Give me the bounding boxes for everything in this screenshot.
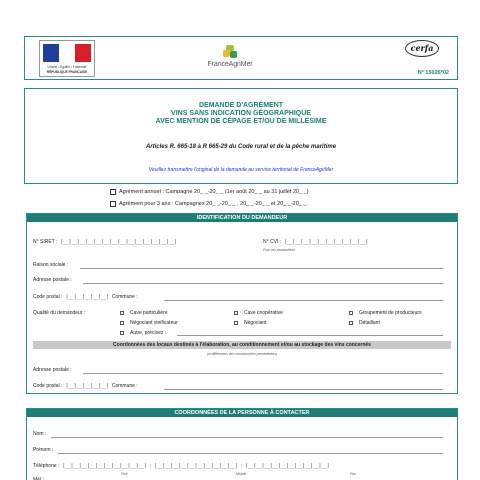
option-checkbox[interactable] xyxy=(120,321,124,325)
rf-name: RÉPUBLIQUE FRANÇAISE xyxy=(46,70,88,74)
cp-label: Code postal : xyxy=(33,294,63,300)
option-label: Négociant xyxy=(244,320,267,326)
three-years-label: Agrément pour 3 ans : Campagnes 20_ _-20_ _ , 20_ _-20_ _ et 20_ _-20_ _. xyxy=(119,201,308,207)
nom-input[interactable] xyxy=(51,437,443,438)
cvi-row xyxy=(263,239,368,245)
option-label: Cave coopérative xyxy=(244,310,283,316)
transmission-instruction: Veuillez transmettre l'original de la demande au service territorial de FranceAgriMer xyxy=(148,167,334,173)
adresse-row xyxy=(33,277,72,283)
locaux-heading: Coordonnées des locaux destinés à l'élaboration, au conditionnement et/ou au stockage des vins concernés xyxy=(33,341,451,349)
tel-fax-input[interactable]: |__|__|__|__|__|__|__|__|__|__| xyxy=(245,463,330,469)
tel-mobile-input[interactable]: |__|__|__|__|__|__|__|__|__|__| xyxy=(153,463,238,469)
contact-section xyxy=(26,408,458,480)
commune-input[interactable] xyxy=(164,300,443,301)
adresse2-label: Adresse postale : xyxy=(33,367,72,373)
raison-row xyxy=(33,262,68,268)
cp2-input[interactable]: |__|__|__|__|__| xyxy=(65,383,109,389)
choice-annual[interactable] xyxy=(110,189,309,195)
title-line-2: VINS SANS INDICATION GÉOGRAPHIQUE xyxy=(171,110,311,117)
option-checkbox[interactable] xyxy=(349,321,353,325)
title-line-1: DEMANDE D'AGRÉMENT xyxy=(198,102,284,109)
title-line-3: AVEC MENTION DE CÉPAGE ET/OU DE MILLÉSIME xyxy=(155,118,327,125)
option-checkbox[interactable] xyxy=(234,311,238,315)
contact-heading: COORDONNÉES DE LA PERSONNE À CONTACTER xyxy=(27,409,457,417)
rf-motto: Liberté • Égalité • Fraternité xyxy=(47,65,87,69)
option-cave-particuliere[interactable] xyxy=(120,310,168,316)
tel-row xyxy=(33,463,329,469)
prenom-input[interactable] xyxy=(58,453,443,454)
option-negociant[interactable] xyxy=(234,320,267,326)
annual-checkbox[interactable] xyxy=(110,189,116,195)
cvi-label: N° CVI : xyxy=(263,239,282,245)
raison-label: Raison sociale : xyxy=(33,262,69,268)
identification-section xyxy=(26,213,458,394)
cp2-row xyxy=(33,383,138,389)
nom-label: Nom : xyxy=(33,431,47,437)
republique-francaise-logo xyxy=(39,40,95,77)
option-checkbox[interactable] xyxy=(120,311,124,315)
three-years-checkbox[interactable] xyxy=(110,201,116,207)
option-checkbox[interactable] xyxy=(120,331,124,335)
cp2-label: Code postal : xyxy=(33,383,63,389)
option-checkbox[interactable] xyxy=(234,321,238,325)
commune2-input[interactable] xyxy=(164,389,443,390)
agency-name: FranceAgriMer xyxy=(207,61,253,68)
form-header xyxy=(24,36,458,80)
option-label: Groupement de producteurs xyxy=(359,310,422,316)
cerfa-logo: cerfa xyxy=(405,40,439,57)
autre-input[interactable] xyxy=(177,335,443,336)
siret-row xyxy=(33,239,177,245)
cp-row xyxy=(33,294,138,300)
cvi-input[interactable]: |__|__|__|__|__|__|__|__|__|__| xyxy=(284,239,369,245)
option-detaillant[interactable] xyxy=(349,320,380,326)
cerfa-number: N° 15026*02 xyxy=(417,70,449,76)
option-label: Négociant vinificateur xyxy=(130,320,178,326)
choice-three-years[interactable] xyxy=(110,201,308,207)
option-negociant-vinificateur[interactable] xyxy=(120,320,178,326)
tel-separator: ; xyxy=(240,463,243,469)
tel-fixe-input[interactable]: |__|__|__|__|__|__|__|__|__|__| xyxy=(62,463,147,469)
option-label: Détaillant xyxy=(359,320,380,326)
adresse-label: Adresse postale : xyxy=(33,277,72,283)
tel-hint-fixe: Fixe xyxy=(121,472,128,476)
adresse-input[interactable] xyxy=(83,283,443,284)
franceagrimer-logo xyxy=(195,45,265,75)
tricolor-flag-icon xyxy=(43,44,91,62)
form-title-box xyxy=(24,88,458,184)
option-autre[interactable] xyxy=(120,330,166,336)
adresse2-input[interactable] xyxy=(83,373,443,374)
cp-input[interactable]: |__|__|__|__|__| xyxy=(65,294,109,300)
adresse2-row xyxy=(33,367,72,373)
locaux-hint: (si différentes des coordonnées précédentes) xyxy=(206,352,278,356)
commune-label: Commune : xyxy=(111,294,138,300)
tel-hint-mobile: Mobile xyxy=(236,472,247,476)
franceagrimer-mark-icon xyxy=(223,45,237,59)
mel-label: Mél : xyxy=(33,477,44,480)
option-cave-cooperative[interactable] xyxy=(234,310,283,316)
tel-separator: ; xyxy=(149,463,151,469)
cvi-hint: Pour les producteurs xyxy=(263,248,296,252)
identification-heading: IDENTIFICATION DU DEMANDEUR xyxy=(27,214,457,222)
raison-input[interactable] xyxy=(80,268,443,269)
option-label: Cave particulière xyxy=(130,310,168,316)
commune2-label: Commune : xyxy=(111,383,138,389)
siret-label: N° SIRET : xyxy=(33,239,58,245)
articles-reference: Articles R. 665-18 à R 665-29 du Code rural et de la pêche maritime xyxy=(145,144,337,150)
option-groupement[interactable] xyxy=(349,310,422,316)
tel-hint-fax: Fax xyxy=(350,472,356,476)
option-checkbox[interactable] xyxy=(349,311,353,315)
tel-label: Téléphone : xyxy=(33,463,60,469)
annual-label: Agrément annuel : Campagne 20_ _-20_ _ (1er août 20_ _ au 31 juillet 20_ _) xyxy=(119,189,309,195)
prenom-label: Prénom : xyxy=(33,447,54,453)
option-label: Autre, précisez : xyxy=(130,330,167,336)
siret-input[interactable]: |__|__|__|__|__|__|__|__|__|__|__|__|__|__| xyxy=(60,239,177,245)
qualite-label: Qualité du demandeur : xyxy=(33,310,86,316)
